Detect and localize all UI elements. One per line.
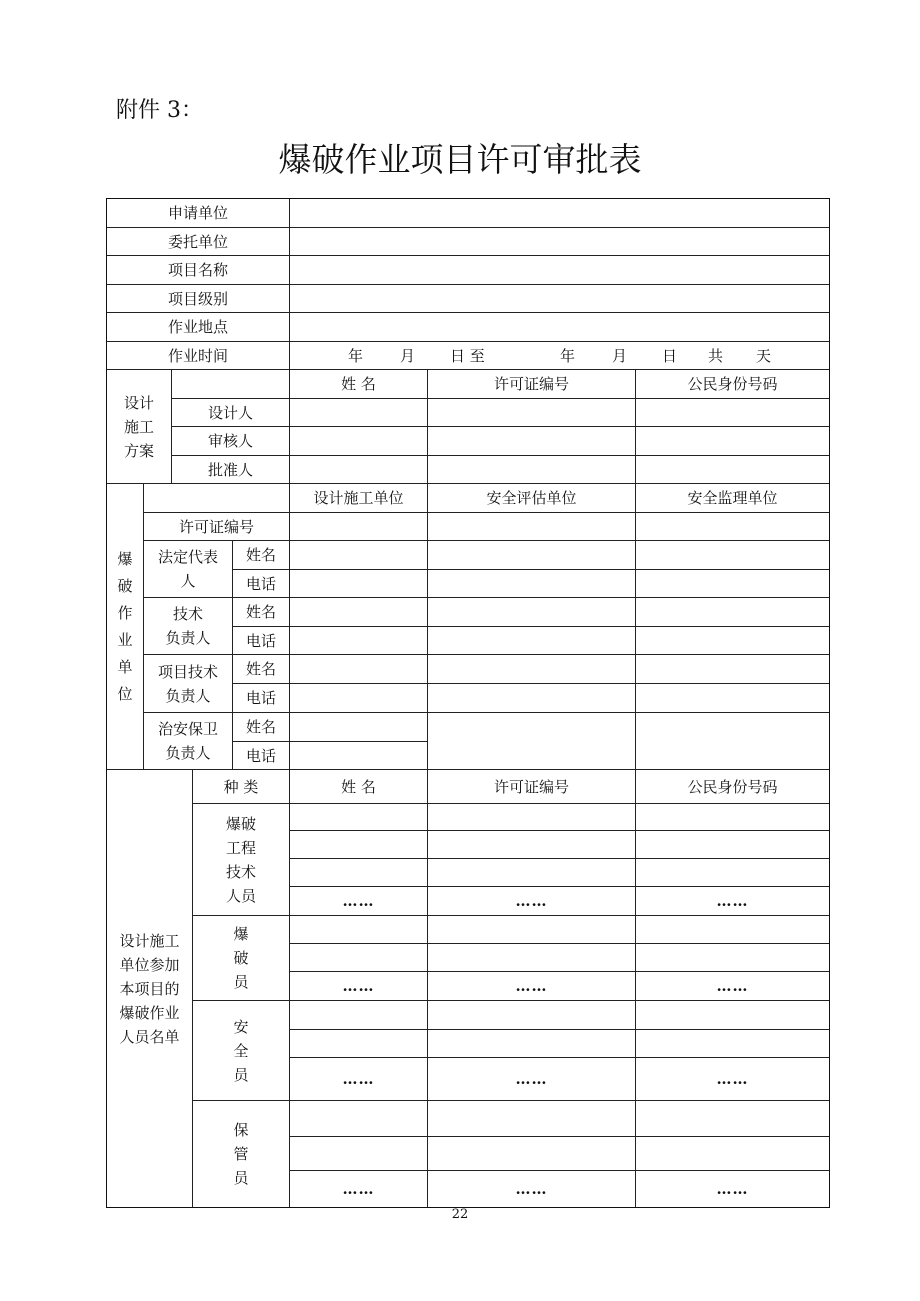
keeper-2-name[interactable] xyxy=(290,1137,428,1171)
project-name-label: 项目名称 xyxy=(107,256,290,285)
legal-rep-phone-label: 电话 xyxy=(233,570,290,598)
project-tech-lead-label: 项目技术 负责人 xyxy=(144,655,233,713)
legal-rep-name-design[interactable] xyxy=(290,541,428,570)
engineer-3-id[interactable] xyxy=(636,859,829,887)
safety-2-license[interactable] xyxy=(428,1030,636,1058)
design-unit-license[interactable] xyxy=(290,513,428,541)
tech-lead-phone-supervise[interactable] xyxy=(636,627,829,655)
staff-type-col: 种 类 xyxy=(193,770,290,804)
staff-col-license: 许可证编号 xyxy=(428,770,636,804)
project-tech-lead-phone-supervise[interactable] xyxy=(636,684,829,713)
supervise-unit-license[interactable] xyxy=(636,513,829,541)
entrusting-label: 委托单位 xyxy=(107,228,290,256)
attachment-label: 附件 3： xyxy=(116,98,203,123)
time-days: 天 xyxy=(756,346,772,365)
design-col-id: 公民身份号码 xyxy=(636,370,829,399)
unit-col-design: 设计施工单位 xyxy=(290,484,428,513)
reviewer-id[interactable] xyxy=(636,427,829,456)
keeper-2-license[interactable] xyxy=(428,1137,636,1171)
blaster-1-id[interactable] xyxy=(636,916,829,944)
security-lead-phone-design[interactable] xyxy=(290,742,428,770)
tech-lead-phone-design[interactable] xyxy=(290,627,428,655)
blaster-more-id: …… xyxy=(636,972,829,1001)
project-tech-lead-name-design[interactable] xyxy=(290,655,428,684)
security-lead-name-design[interactable] xyxy=(290,713,428,742)
design-col-license: 许可证编号 xyxy=(428,370,636,399)
engineers-label: 爆破 工程 技术 人员 xyxy=(193,804,290,916)
engineer-more-name: …… xyxy=(290,887,428,916)
engineer-2-id[interactable] xyxy=(636,831,829,859)
blasters-label: 爆 破 员 xyxy=(193,916,290,1001)
security-lead-assess-blank xyxy=(428,713,636,770)
staff-col-name: 姓 名 xyxy=(290,770,428,804)
tech-lead-label: 技术 负责人 xyxy=(144,598,233,655)
project-name-field[interactable] xyxy=(290,256,829,285)
approver-name[interactable] xyxy=(290,456,428,484)
location-field[interactable] xyxy=(290,313,829,342)
project-tech-lead-phone-assess[interactable] xyxy=(428,684,636,713)
security-lead-label: 治安保卫 负责人 xyxy=(144,713,233,770)
tech-lead-name-label: 姓名 xyxy=(233,598,290,627)
security-lead-name-label: 姓名 xyxy=(233,713,290,742)
time-month-1: 月 xyxy=(400,346,416,365)
staff-group-label: 设计施工 单位参加 本项目的 爆破作业 人员名单 xyxy=(107,770,193,1207)
safety-label: 安 全 员 xyxy=(193,1001,290,1101)
keepers-label: 保 管 员 xyxy=(193,1101,290,1207)
blaster-2-license[interactable] xyxy=(428,944,636,972)
security-lead-phone-label: 电话 xyxy=(233,742,290,770)
time-year-1: 年 xyxy=(348,346,364,365)
reviewer-label: 审核人 xyxy=(172,427,290,456)
tech-lead-name-supervise[interactable] xyxy=(636,598,829,627)
location-label: 作业地点 xyxy=(107,313,290,342)
safety-1-id[interactable] xyxy=(636,1001,829,1030)
applicant-label: 申请单位 xyxy=(107,199,290,228)
blaster-1-name[interactable] xyxy=(290,916,428,944)
safety-1-name[interactable] xyxy=(290,1001,428,1030)
keeper-more-name: …… xyxy=(290,1171,428,1207)
time-month-2: 月 xyxy=(612,346,628,365)
project-level-label: 项目级别 xyxy=(107,285,290,313)
time-day-to: 日 至 xyxy=(450,346,485,365)
designer-name[interactable] xyxy=(290,399,428,427)
engineer-more-license: …… xyxy=(428,887,636,916)
designer-license[interactable] xyxy=(428,399,636,427)
keeper-2-id[interactable] xyxy=(636,1137,829,1171)
keeper-more-id: …… xyxy=(716,1180,749,1198)
design-header-blank xyxy=(172,370,290,399)
unit-license-label: 许可证编号 xyxy=(144,513,290,541)
unit-group-label: 爆 破 作 业 单 位 xyxy=(107,484,144,770)
safety-more-id: …… xyxy=(636,1058,829,1101)
time-day-2: 日 xyxy=(662,346,678,365)
approver-label: 批准人 xyxy=(172,456,290,484)
entrusting-field[interactable] xyxy=(290,228,829,256)
legal-rep-phone-assess[interactable] xyxy=(428,570,636,598)
time-total: 共 xyxy=(708,346,724,365)
blaster-2-name[interactable] xyxy=(290,944,428,972)
legal-rep-name-label: 姓名 xyxy=(233,541,290,570)
applicant-field[interactable] xyxy=(290,199,829,228)
reviewer-license[interactable] xyxy=(428,427,636,456)
engineer-1-id[interactable] xyxy=(636,804,829,831)
blaster-more-license: …… xyxy=(428,972,636,1001)
project-level-field[interactable] xyxy=(290,285,829,313)
design-col-name: 姓 名 xyxy=(290,370,428,399)
legal-rep-label: 法定代表 人 xyxy=(144,541,233,598)
project-tech-lead-name-supervise[interactable] xyxy=(636,655,829,684)
engineer-3-name[interactable] xyxy=(290,859,428,887)
blaster-2-id[interactable] xyxy=(636,944,829,972)
unit-col-assess: 安全评估单位 xyxy=(428,484,636,513)
safety-2-name[interactable] xyxy=(290,1030,428,1058)
approver-id[interactable] xyxy=(636,456,829,484)
engineer-2-name[interactable] xyxy=(290,831,428,859)
unit-header-blank xyxy=(144,484,290,513)
keeper-1-id[interactable] xyxy=(636,1101,829,1137)
tech-lead-name-design[interactable] xyxy=(290,598,428,627)
project-tech-lead-name-assess[interactable] xyxy=(428,655,636,684)
safety-more-name: …… xyxy=(290,1058,428,1101)
legal-rep-phone-design[interactable] xyxy=(290,570,428,598)
safety-more-license: …… xyxy=(428,1058,636,1101)
time-label: 作业时间 xyxy=(107,342,290,370)
design-group-label: 设计 施工 方案 xyxy=(107,370,172,484)
blaster-more-name: …… xyxy=(290,972,428,1001)
safety-1-license[interactable] xyxy=(428,1001,636,1030)
approval-form xyxy=(106,198,830,1208)
engineer-3-license[interactable] xyxy=(428,859,636,887)
legal-rep-phone-supervise[interactable] xyxy=(636,570,829,598)
tech-lead-phone-label: 电话 xyxy=(233,627,290,655)
legal-rep-name-assess[interactable] xyxy=(428,541,636,570)
project-tech-lead-phone-label: 电话 xyxy=(233,684,290,713)
designer-label: 设计人 xyxy=(172,399,290,427)
engineer-1-name[interactable] xyxy=(290,804,428,831)
keeper-1-license[interactable] xyxy=(428,1101,636,1137)
engineer-1-license[interactable] xyxy=(428,804,636,831)
keeper-1-name[interactable] xyxy=(290,1101,428,1137)
staff-col-id: 公民身份号码 xyxy=(636,770,829,804)
safety-2-id[interactable] xyxy=(636,1030,829,1058)
page-number: 22 xyxy=(451,1207,469,1222)
assess-unit-license[interactable] xyxy=(428,513,636,541)
security-lead-supervise-blank xyxy=(636,713,829,770)
designer-id[interactable] xyxy=(636,399,829,427)
tech-lead-name-assess[interactable] xyxy=(428,598,636,627)
engineer-2-license[interactable] xyxy=(428,831,636,859)
reviewer-name[interactable] xyxy=(290,427,428,456)
time-field[interactable] xyxy=(290,342,829,370)
keeper-more-license: …… xyxy=(428,1171,636,1207)
engineer-more-id: …… xyxy=(636,887,829,916)
approver-license[interactable] xyxy=(428,456,636,484)
blaster-1-license[interactable] xyxy=(428,916,636,944)
project-tech-lead-phone-design[interactable] xyxy=(290,684,428,713)
tech-lead-phone-assess[interactable] xyxy=(428,627,636,655)
page-title: 爆破作业项目许可审批表 xyxy=(278,140,642,179)
legal-rep-name-supervise[interactable] xyxy=(636,541,829,570)
unit-col-supervise: 安全监理单位 xyxy=(636,484,829,513)
project-tech-lead-name-label: 姓名 xyxy=(233,655,290,684)
time-year-2: 年 xyxy=(560,346,576,365)
